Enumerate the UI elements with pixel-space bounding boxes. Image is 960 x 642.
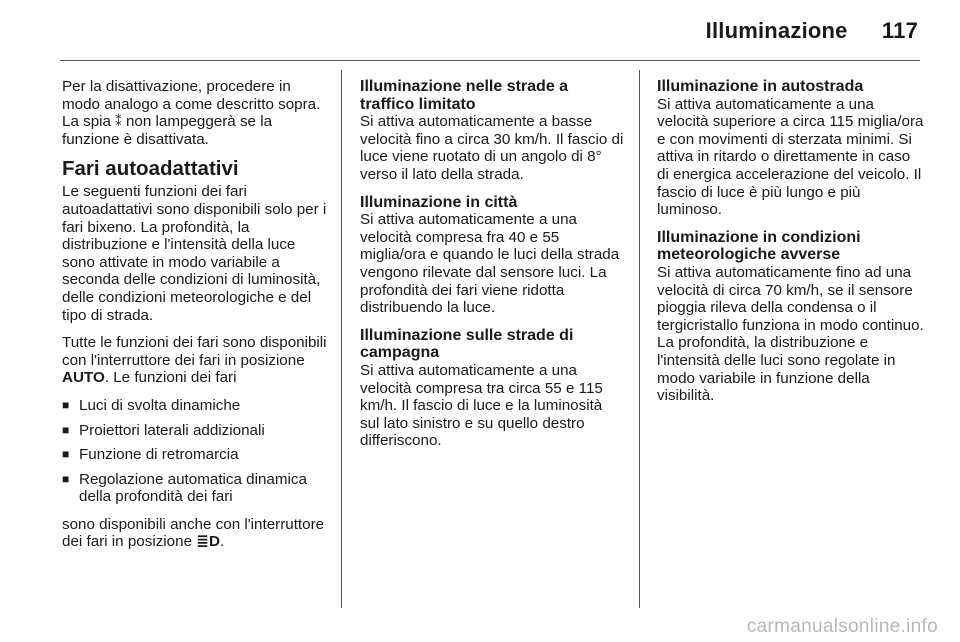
bullet-icon: ■: [62, 447, 70, 462]
section-city: [360, 194, 625, 317]
page-title: Illuminazione: [705, 18, 848, 43]
section-text: Si attiva automaticamente a una velocità superiore a circa 115 miglia/ora e con movimenti di sterzata minimi. Si attiva in ritardo o direttamente in caso di energica accelerazione del veicolo. Il fascio di luce è più lungo e più luminoso.: [657, 95, 924, 219]
section-country-road: [360, 327, 625, 450]
intro-text-end: non lampeggerà se la funzione è disattivata.: [62, 113, 273, 148]
para3-text: sono disponibili anche con l'interruttore dei fari in posizione: [62, 515, 325, 551]
intro-paragraph: [62, 78, 332, 148]
page-number: 117: [881, 18, 918, 43]
section-heading: Illuminazione sulle strade di campagna: [360, 326, 574, 362]
section-text: Si attiva automaticamente a una velocità compresa fra 40 e 55 miglia/ora e quando le luci della strada vengono rilevate dal sensore luci. La profondità dei fari viene ridotta distribuendo la luce.: [360, 211, 620, 317]
auto-label: AUTO: [62, 369, 105, 387]
list-item-text: Regolazione automatica dinamica della profondità dei fari: [79, 470, 307, 506]
intro-text: Per la disattivazione, procedere in modo analogo a come descritto sopra. La spia: [62, 78, 321, 131]
adaptive-paragraph-3: [62, 516, 332, 551]
header-divider: [60, 60, 920, 61]
watermark: carmanualsonline.info: [746, 616, 938, 637]
list-item-text: Proiettori laterali addizionali: [79, 421, 265, 439]
section-heading: Illuminazione in autostrada: [657, 78, 864, 95]
section-heading: Illuminazione in condizioni meteorologiche avverse: [657, 228, 861, 264]
para3-text-end: .: [219, 533, 225, 551]
section-bad-weather: [657, 229, 925, 405]
page-header: [706, 18, 918, 44]
column-divider-1: [341, 70, 342, 608]
section-text: Si attiva automaticamente fino ad una velocità di circa 70 km/h, se il sensore pioggia rileva della condensa o il tergicristallo funziona in modo continuo. La profondità, la distribuzione e l'intensità delle luci sono regolate in modo variabile in funzione della visibilità.: [657, 263, 924, 405]
para2-text: Tutte le funzioni dei fari sono disponibili con l'interruttore dei fari in posizione: [62, 334, 327, 369]
column-1: [62, 78, 332, 561]
section-heading: Illuminazione in città: [360, 193, 518, 211]
section-text: Si attiva automaticamente a una velocità compresa tra circa 55 e 115 km/h. Il fascio di luce e la luminosità sul lato sinistro e su quello destro differiscono.: [360, 361, 603, 450]
list-item: [62, 397, 332, 415]
warning-lamp-icon: ⁑: [115, 114, 122, 130]
section-text: Si attiva automaticamente a basse velocità fino a circa 30 km/h. Il fascio di luce viene ruotato di un angolo di 8° verso il lato della strada.: [360, 113, 624, 183]
list-item: [62, 422, 332, 440]
list-item: [62, 446, 332, 464]
bullet-icon: ■: [62, 471, 70, 486]
headlight-beam-icon: ≣D: [196, 533, 220, 551]
list-item: [62, 471, 332, 506]
section-heading-adaptive: Fari autoadattativi: [62, 157, 239, 181]
list-item-text: Luci di svolta dinamiche: [79, 396, 241, 414]
bullet-icon: ■: [62, 397, 70, 412]
section-motorway: [657, 78, 925, 219]
function-list: [62, 397, 332, 506]
section-limited-traffic: [360, 78, 625, 184]
adaptive-paragraph-1: Le seguenti funzioni dei fari autoadattativi sono disponibili solo per i fari bixeno. La profondità, la distribuzione e l'intensità della luce sono attivate in modo variabile a seconda delle condizioni di luminosità, delle condizioni meteorologiche e del tipo di strada.: [62, 183, 327, 324]
list-item-text: Funzione di retromarcia: [79, 446, 239, 464]
column-divider-2: [639, 70, 640, 608]
adaptive-paragraph-2: [62, 334, 332, 387]
para2-text-end: . Le funzioni dei fari: [104, 369, 237, 387]
column-3: [657, 78, 925, 415]
bullet-icon: ■: [62, 422, 70, 437]
section-heading: Illuminazione nelle strade a traffico limitato: [360, 78, 569, 113]
column-2: [360, 78, 625, 460]
